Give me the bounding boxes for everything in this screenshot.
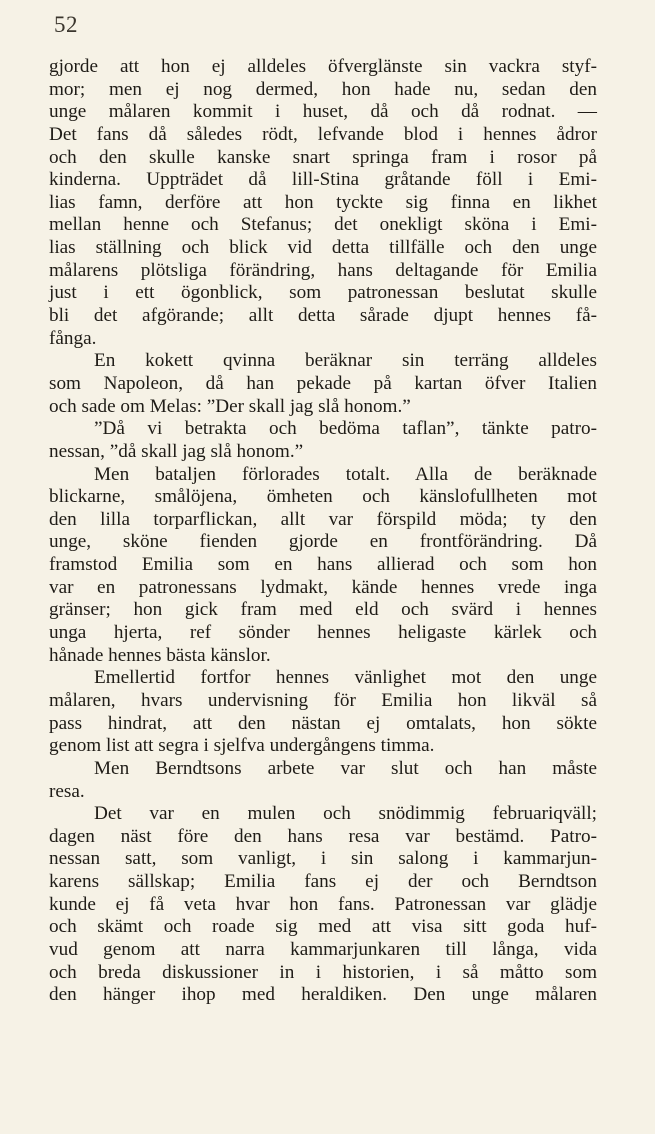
text-line: mor; men ej nog dermed, hon hade nu, sedan den xyxy=(49,78,597,100)
text-line: fånga. xyxy=(49,327,97,349)
text-line: kunde ej få veta hvar hon fans. Patronessan var glädje xyxy=(49,893,597,915)
text-line: resa. xyxy=(49,780,85,802)
text-line: målaren, hvars undervisning för Emilia hon likväl så xyxy=(49,689,597,711)
text-line: blickarne, smålöjena, ömheten och känslofullheten mot xyxy=(49,486,597,508)
text-line: hånade hennes bästa känslor. xyxy=(49,644,271,666)
text-line: den hänger ihop med heraldiken. Den unge målaren xyxy=(49,984,597,1006)
text-line: ”Då vi betrakta och bedöma taflan”, tänkte patro- xyxy=(94,418,597,440)
text-line: målarens plötsliga förändring, hans deltagande för Emilia xyxy=(49,259,597,281)
page-number: 52 xyxy=(54,12,78,37)
text-line: pass hindrat, att den nästan ej omtalats, hon sökte xyxy=(49,712,597,734)
text-line: unge, sköne fienden gjorde en frontförändring. Då xyxy=(49,531,597,553)
text-line: just i ett ögonblick, som patronessan beslutat skulle xyxy=(49,282,597,304)
text-line: dagen näst före den hans resa var bestämd. Patro- xyxy=(49,825,597,847)
text-line: den lilla torparflickan, allt var förspild möda; ty den xyxy=(49,508,597,530)
text-line: som Napoleon, då han pekade på kartan öfver Italien xyxy=(49,372,597,394)
text-line: nessan, ”då skall jag slå honom.” xyxy=(49,440,304,462)
text-line: lias ställning och blick vid detta tillfälle och den unge xyxy=(49,237,597,259)
text-line: karens sällskap; Emilia fans ej der och Berndtson xyxy=(49,871,597,893)
text-line: Det fans då således rödt, lefvande blod i hennes ådror xyxy=(49,123,597,145)
text-line: kinderna. Uppträdet då lill-Stina gråtande föll i Emi- xyxy=(49,169,597,191)
text-line: lias famn, derföre att hon tyckte sig finna en likhet xyxy=(49,191,597,213)
text-line: unga hjerta, ref sönder hennes heligaste kärlek och xyxy=(49,622,597,644)
text-line: Det var en mulen och snödimmig februariqväll; xyxy=(94,803,597,825)
text-line: Emellertid fortfor hennes vänlighet mot den unge xyxy=(94,667,597,689)
text-line: och breda diskussioner in i historien, i så måtto som xyxy=(49,961,597,983)
text-line: nessan satt, som vanligt, i sin salong i kammarjun- xyxy=(49,848,597,870)
text-line: genom list att segra i sjelfva undergångens timma. xyxy=(49,735,435,757)
text-line: och sade om Melas: ”Der skall jag slå honom.” xyxy=(49,395,411,417)
text-line: unge målaren kommit i huset, då och då rodnat. — xyxy=(49,101,597,123)
text-line: bli det afgörande; allt detta sårade djupt hennes få- xyxy=(49,305,597,327)
text-line: och skämt och roade sig med att visa sitt goda huf- xyxy=(49,916,597,938)
text-line: vud genom att narra kammarjunkaren till långa, vida xyxy=(49,938,597,960)
text-line: Men Berndtsons arbete var slut och han måste xyxy=(94,757,597,779)
text-line: gjorde att hon ej alldeles öfverglänste sin vackra styf- xyxy=(49,56,597,77)
text-line: En kokett qvinna beräknar sin terräng alldeles xyxy=(94,350,597,372)
text-line: mellan henne och Stefanus; det onekligt sköna i Emi- xyxy=(49,214,597,236)
text-line: framstod Emilia som en hans allierad och som hon xyxy=(49,554,597,576)
text-line: gränser; hon gick fram med eld och svärd i hennes xyxy=(49,599,597,621)
body-text xyxy=(49,56,597,1007)
text-line: och den skulle kanske snart springa fram i rosor på xyxy=(49,146,597,168)
text-line: var en patronessans lydmakt, kände hennes vrede inga xyxy=(49,576,597,598)
text-line: Men bataljen förlorades totalt. Alla de beräknade xyxy=(94,463,597,485)
